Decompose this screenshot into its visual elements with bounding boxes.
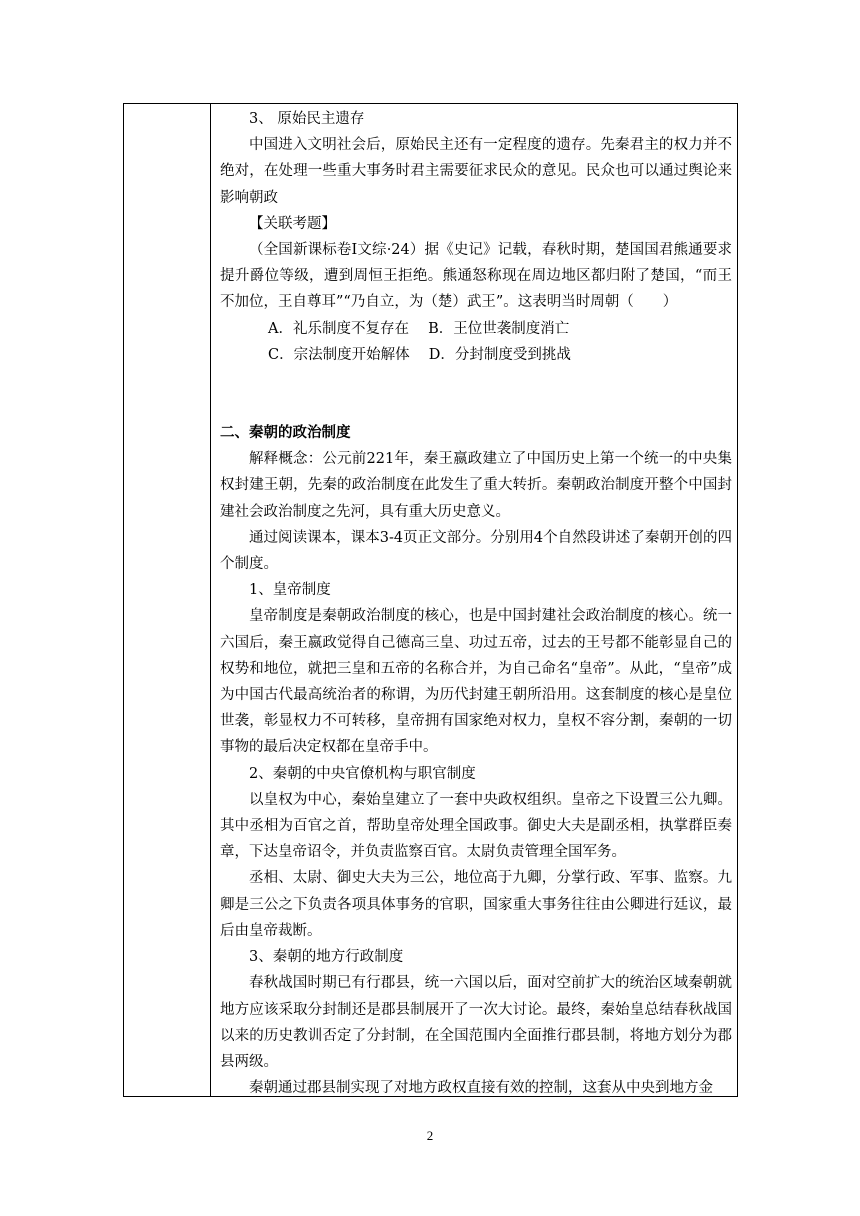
- section-heading: 二、秦朝的政治制度: [220, 425, 351, 442]
- paragraph: （全国新课标卷Ⅰ文综·24）据《史记》记载，春秋时期，楚国国君熊通要求提升爵位等级，遭到周恒王拒绝。熊通怒称现在周边地区都归附了楚国，“而王不加位，王自尊耳”“乃自立，为（楚）武王”。这表明当时周朝（ ）: [220, 242, 732, 311]
- column-divider: [210, 104, 211, 1096]
- paragraph: 2、秦朝的中央官僚机构与职官制度: [249, 765, 476, 782]
- paragraph: 3、秦朝的地方行政制度: [249, 949, 404, 966]
- paragraph: C．宗法制度开始解体 D．分封制度受到挑战: [268, 346, 571, 363]
- lesson-content: [220, 106, 732, 1101]
- paragraph: 皇帝制度是秦朝政治制度的核心，也是中国封建社会政治制度的核心。统一六国后，秦王嬴政觉得自己德高三皇、功过五帝，过去的王号都不能彰显自己的权势和地位，就把三皇和五帝的名称合并，为自己命名“皇帝”。从此，“皇帝”成为中国古代最高统治者的称谓，为历代封建王朝所沿用。这套制度的核心是皇位世袭，彰显权力不可转移，皇帝拥有国家绝对权力，皇权不容分割，秦朝的一切事物的最后决定权都在皇帝手中。: [220, 608, 732, 756]
- paragraph: 秦朝通过郡县制实现了对地方政权直接有效的控制，这套从中央到地方金: [249, 1080, 713, 1097]
- paragraph: 3、 原始民主遗存: [249, 111, 365, 127]
- paragraph: 中国进入文明社会后，原始民主还有一定程度的遗存。先秦君主的权力并不绝对，在处理一些重大事务时君主需要征求民众的意见。民众也可以通过舆论来影响朝政: [220, 137, 732, 206]
- top-paragraphs: [220, 106, 732, 368]
- spacer: [220, 368, 732, 420]
- bottom-paragraphs: [220, 446, 732, 1101]
- paragraph: 通过阅读课本，课本3-4页正文部分。分别用4个自然段讲述了秦朝开创的四个制度。: [220, 529, 732, 573]
- paragraph: 【关联考题】: [249, 215, 336, 232]
- paragraph: 解释概念：公元前221年，秦王嬴政建立了中国历史上第一个统一的中央集权封建王朝，先秦的政治制度在此发生了重大转折。秦朝政治制度开整个中国封建社会政治制度之先河，具有重大历史意义。: [220, 451, 732, 520]
- paragraph: A．礼乐制度不复存在 B．王位世袭制度消亡: [268, 320, 570, 337]
- paragraph: 以皇权为中心，秦始皇建立了一套中央政权组织。皇帝之下设置三公九卿。其中丞相为百官之首，帮助皇帝处理全国政事。御史大夫是副丞相，执掌群臣奏章，下达皇帝诏令，并负责监察百官。太尉负责管理全国军务。: [220, 791, 732, 861]
- paragraph: 丞相、太尉、御史大夫为三公，地位高于九卿，分掌行政、军事、监察。九卿是三公之下负责各项具体事务的官职，国家重大事务往往由公卿进行廷议，最后由皇帝裁断。: [220, 870, 732, 939]
- lesson-table: [123, 103, 738, 1097]
- page-number: 2: [426, 1128, 434, 1143]
- paragraph: 春秋战国时期已有行郡县，统一六国以后，面对空前扩大的统治区域秦朝就地方应该采取分封制还是郡县制展开了一次大讨论。最终，秦始皇总结春秋战国以来的历史教训否定了分封制，在全国范围内全面推行郡县制，将地方划分为郡县两级。: [220, 975, 732, 1070]
- paragraph: 1、皇帝制度: [249, 582, 331, 599]
